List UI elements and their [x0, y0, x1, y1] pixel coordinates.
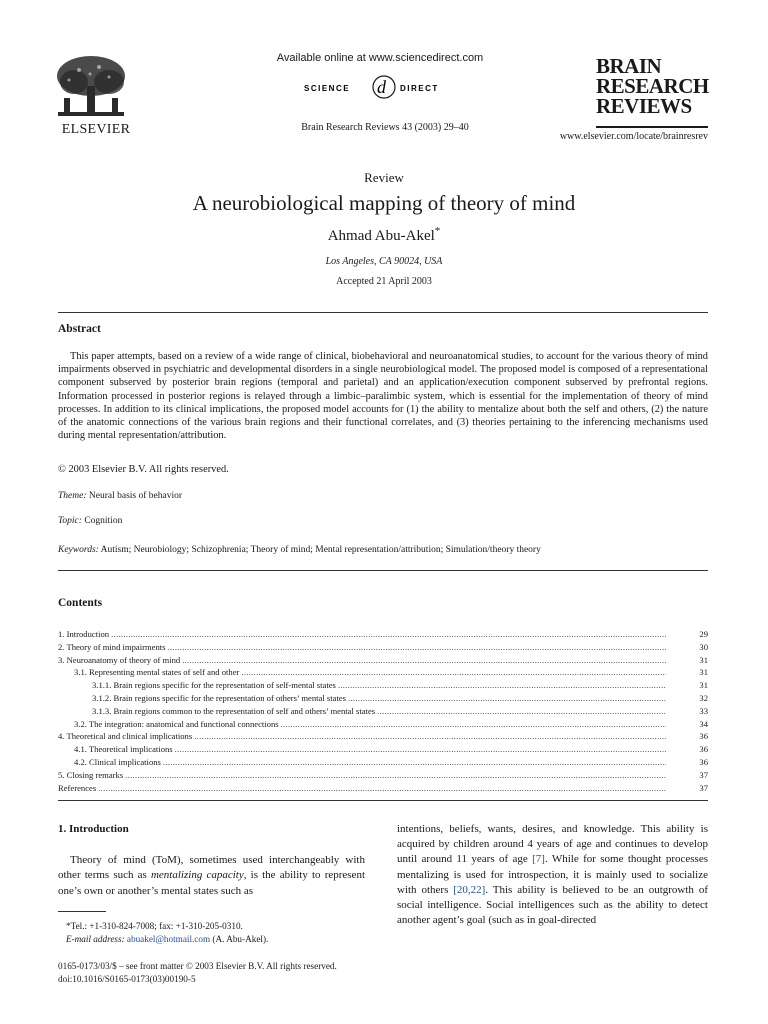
- abstract-text: This paper attempts, based on a review of a wide range of clinical, biobehavioral and neuroanatomical studies, to account for the various theory of mind impairments observed in psychiatric and developmental disorders in a single neurobiological model. The proposed model is composed of a representational component subserved by posterior brain regions (temporal and parietal) and an application/execution component subserved by prefrontal regions. Information processed in posterior regions is relayed through a limbic–paralimbic system, which is essential for the implementation of theory of mind processes. In addition to its clinical implications, the proposed model accounts for (1) the ability to mentalize about both the self and others, (2) the nature of the anatomic connections of the various brain regions and their functional correlates, and (3) theories pertaining to the inferencing mechanisms used during mental representation/attribution.: [58, 351, 708, 442]
- page-footer: [58, 960, 337, 986]
- journal-url[interactable]: www.elsevier.com/locate/brainresrev: [559, 131, 708, 142]
- journal-citation: Brain Research Reviews 43 (2003) 29–40: [301, 122, 469, 133]
- toc-entry-label: 1. Introduction: [58, 629, 110, 639]
- citation-link-20-22[interactable]: [20,22]: [453, 883, 486, 896]
- svg-text:d: d: [377, 77, 386, 97]
- toc-entry[interactable]: [58, 706, 708, 719]
- toc-entry[interactable]: [58, 744, 708, 757]
- footnote-rule: [58, 911, 106, 912]
- toc-entry-label: 3. Neuroanatomy of theory of mind: [58, 654, 181, 665]
- toc-entry-label: 3.1.3. Brain regions common to the representation of self and others’ mental states: [92, 705, 376, 716]
- email-link[interactable]: abuakel@hotmail.com: [126, 934, 211, 944]
- toc-entry-page: 34: [699, 718, 708, 729]
- body-column-left: [58, 822, 365, 899]
- sciencedirect-logo: [300, 72, 470, 102]
- toc-entry-label: 3.1.2. Brain regions specific for the representation of others’ mental states: [92, 692, 346, 703]
- toc-entry-page: 36: [699, 731, 708, 742]
- toc-leader-dots: [348, 693, 666, 703]
- toc-entry-page: 36: [699, 744, 708, 755]
- toc-leader-dots: [241, 667, 666, 677]
- intro-text-2: , is the ability to represent one’s own or another’s mental states such as: [58, 869, 365, 897]
- toc-entry[interactable]: [58, 757, 708, 770]
- toc-leader-dots: [98, 783, 666, 793]
- toc-entry[interactable]: [58, 693, 708, 706]
- publisher-name: ELSEVIER: [61, 122, 131, 137]
- toc-entry-label: 3.2. The integration: anatomical and functional connections: [74, 718, 279, 729]
- toc-entry-page: 31: [699, 654, 708, 665]
- intro-paragraph: [58, 853, 365, 899]
- cont-text-3: . This ability is believed to be an outgrowth of social intelligence. Social intelligences such as the ability to detect another agent’s goal (such as in goal-directed: [397, 883, 708, 927]
- topic-label: Topic:: [58, 516, 82, 526]
- contents-heading: Contents: [58, 597, 103, 609]
- toc-entry[interactable]: [58, 642, 708, 655]
- keywords-label: Keywords:: [58, 545, 99, 555]
- toc-entry-label: 4.2. Clinical implications: [74, 756, 161, 767]
- toc-entry[interactable]: [58, 655, 708, 668]
- journal-logo-rule: [596, 126, 708, 128]
- cont-text-1: intentions, beliefs, wants, desires, and knowledge. This ability is acquired by children around 4 years of age and continues to develop until around 11 years of age: [397, 823, 708, 866]
- toc-leader-dots: [163, 757, 666, 767]
- toc-entry[interactable]: [58, 770, 708, 783]
- toc-entry[interactable]: [58, 719, 708, 732]
- toc-entry-page: 37: [699, 782, 708, 793]
- intro-continuation: [397, 822, 708, 928]
- author-footnote: [66, 920, 268, 946]
- journal-logo-line2: RESEARCH: [596, 74, 709, 98]
- author-footnote-mark[interactable]: *: [434, 225, 441, 237]
- divider-middle: [58, 570, 708, 571]
- topic-value: Cognition: [84, 516, 123, 526]
- section-heading: 1. Introduction: [58, 823, 129, 835]
- cont-text-2: . While for some thought processes mentalizing is used for introspection, it is mainly used to socialize with others: [397, 853, 708, 896]
- toc-entry[interactable]: [58, 667, 708, 680]
- author-name: Ahmad Abu-Akel: [327, 228, 435, 244]
- elsevier-tree-logo: [54, 52, 128, 122]
- toc-entry-page: 31: [699, 667, 708, 678]
- toc-leader-dots: [377, 706, 666, 716]
- affiliation: Los Angeles, CA 90024, USA: [325, 256, 443, 267]
- toc-leader-dots: [182, 655, 666, 665]
- journal-logo-line1: BRAIN: [596, 54, 662, 78]
- toc-entry-label: 5. Closing remarks: [58, 769, 124, 780]
- journal-logo-line3: REVIEWS: [596, 94, 692, 118]
- toc-entry-label: 4. Theoretical and clinical implications: [58, 731, 193, 742]
- citation-link-7[interactable]: [7]: [532, 853, 545, 866]
- sd-right-text: DIRECT: [400, 84, 439, 93]
- toc-leader-dots: [338, 680, 666, 690]
- toc-entry-page: 30: [699, 641, 708, 652]
- keywords-line: [58, 545, 541, 555]
- article-type: Review: [364, 170, 404, 185]
- toc-entry-page: 29: [699, 629, 708, 639]
- theme-label: Theme:: [58, 491, 87, 501]
- toc-entry[interactable]: [58, 629, 708, 642]
- footer-issn: 0165-0173/03/$ – see front matter © 2003 Elsevier B.V. All rights reserved.: [58, 961, 337, 971]
- article-title: A neurobiological mapping of theory of mind: [192, 191, 576, 215]
- toc-entry-label: 3.1. Representing mental states of self and other: [74, 667, 240, 678]
- author-line: [0, 225, 768, 245]
- footnote-email-line: [66, 933, 268, 946]
- toc-leader-dots: [175, 744, 666, 754]
- toc-entry-page: 36: [699, 756, 708, 767]
- toc-leader-dots: [111, 629, 666, 639]
- footer-doi[interactable]: doi:10.1016/S0165-0173(03)00190-5: [58, 974, 196, 984]
- toc-entry-label: References: [58, 782, 97, 793]
- sd-left-text: SCIENCE: [304, 84, 351, 93]
- toc-entry-page: 32: [699, 692, 708, 703]
- abstract-copyright: © 2003 Elsevier B.V. All rights reserved.: [58, 464, 229, 475]
- email-label: E-mail address:: [66, 934, 125, 944]
- footnote-contact: *Tel.: +1-310-824-7008; fax: +1-310-205-0310.: [66, 921, 243, 931]
- journal-logo: [596, 56, 708, 116]
- accepted-date: Accepted 21 April 2003: [336, 276, 432, 287]
- toc-entry-page: 31: [699, 680, 708, 691]
- toc-leader-dots: [281, 719, 666, 729]
- topic-line: [58, 516, 122, 526]
- toc-leader-dots: [168, 642, 667, 652]
- abstract-heading: Abstract: [58, 323, 101, 335]
- divider-top: [58, 312, 708, 313]
- body-column-right: [397, 822, 708, 928]
- availability-notice: Available online at www.sciencedirect.com: [276, 52, 484, 64]
- toc-entry-page: 33: [699, 705, 708, 716]
- toc-entry-page: 37: [699, 769, 708, 780]
- toc-leader-dots: [125, 770, 666, 780]
- theme-value: Neural basis of behavior: [88, 491, 182, 501]
- keywords-value: Autism; Neurobiology; Schizophrenia; Theory of mind; Mental representation/attribution; Simulation/theory theory: [100, 545, 541, 555]
- toc-entry[interactable]: [58, 731, 708, 744]
- toc-entry-label: 4.1. Theoretical implications: [74, 744, 173, 755]
- toc-leader-dots: [194, 731, 666, 741]
- email-suffix: (A. Abu-Akel).: [212, 934, 269, 944]
- toc-entry[interactable]: [58, 680, 708, 693]
- intro-text-1: Theory of mind (ToM), sometimes used interchangeably with other terms such as: [58, 854, 365, 882]
- toc-entry-label: 2. Theory of mind impairments: [58, 641, 166, 652]
- divider-bottom: [58, 800, 708, 801]
- intro-emphasis: mentalizing capacity: [150, 869, 244, 882]
- toc-entry[interactable]: [58, 783, 708, 796]
- toc-entry-label: 3.1.1. Brain regions specific for the representation of self-mental states: [92, 680, 336, 691]
- theme-line: [58, 491, 182, 501]
- table-of-contents: [58, 629, 708, 795]
